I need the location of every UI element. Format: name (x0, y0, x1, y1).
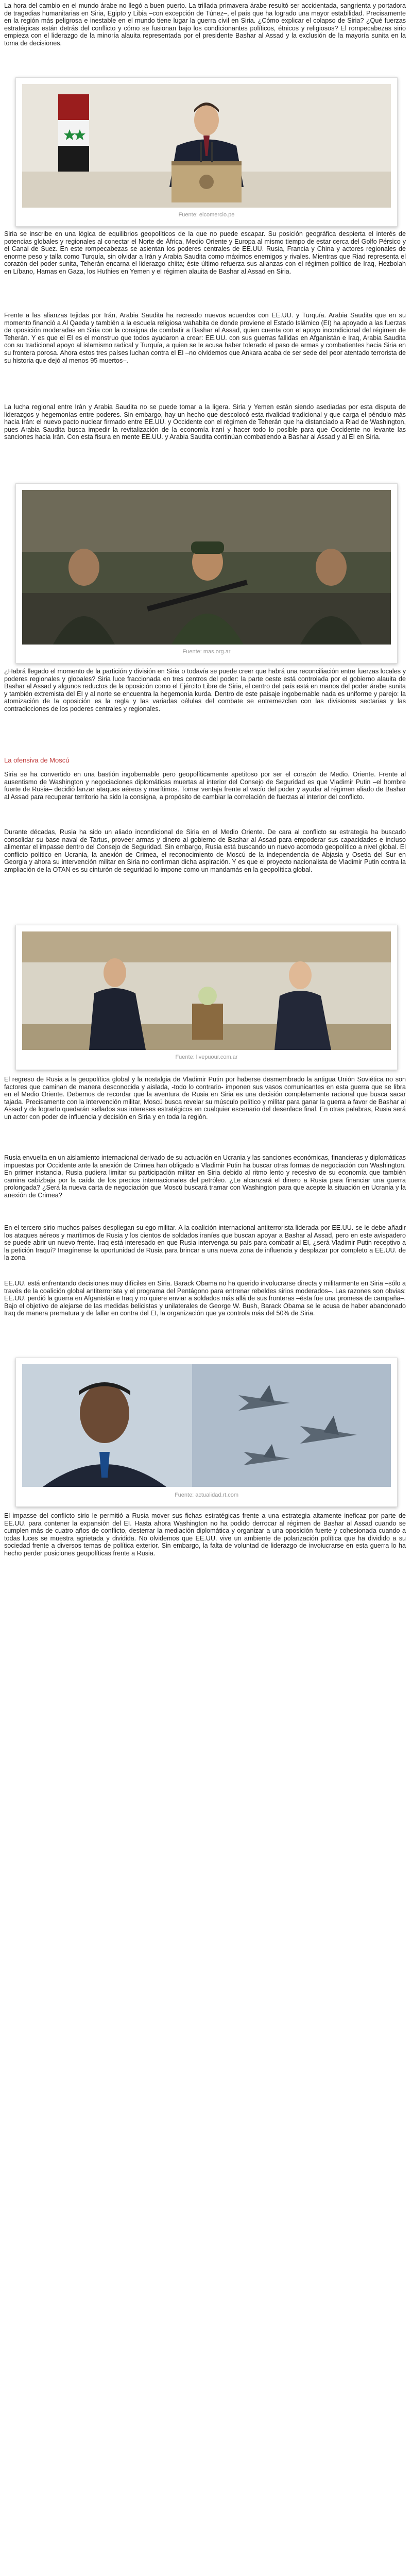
paragraph-moscow-offensive: Siria se ha convertido en una bastión ingobernable pero geopolíticamente apetitoso por ser el corazón de Medio. Oriente. Frente al ausentismo de Washington y negociaciones diplomáticas muertas al interior del Consejo de Seguridad es que Vladimir Putin –el hombre fuerte de Rusia– decidió lanzar ataques aéreos y marítimos. Tomar ventaja frente al vacío del poder y ayudar al régimen aliado de Bashar al Assad para recuperar territorio ha sido la consigna, a propósito de cambiar la correlación de fuerzas al interior del conflicto. (4, 771, 406, 801)
section-heading: La ofensiva de Moscú (4, 756, 70, 764)
paragraph-syrian-theater: En el tercero sirio muchos países despliegan su ego militar. A la coalición internacional antiterrorista liderada por EE.UU. se le debe añadir los ataques aéreos y marítimos de Rusia y los cientos de soldados iraníes que buscan apoyar a Bashar al Assad, pero en este avispadero se puede abrir un nuevo frente. Iraq está interesado en que Rusia intervenga su país para combatir al EI, ¿será Vladimir Putin receptivo a la petición Iraquí? Imagínense la oportunidad de Rusia para brincar a una nueva zona de influencia y desplazar por completo a EE.UU. de la zona. (4, 1224, 406, 1262)
paragraph-russia-ally: Durante décadas, Rusia ha sido un aliado incondicional de Siria en el Medio Oriente. De cara al conflicto su estrategia ha buscado consolidar su base naval de Tartus, proveer armas y dinero al gobierno de Bashar al Assad para empoderar sus capacidades e incluso alimentar el impasse dentro del Consejo de Seguridad. Sin embargo, Rusia está buscando un nuevo acomodo geopolítico a nivel global. El conflicto político en Ucrania, la anexión de Crimea, el reconocimiento de Moscú de la independencia de Abjasia y Osetia del Sur en Georgia y ahora su intervención militar en Siria no confirman dicha aspiración. Y es que el proyecto nacionalista de Vladimir Putin contra la ampliación de la OTAN es su cinturón de seguridad lo impone como un mandamás en la geopolítica global. (4, 828, 406, 873)
photo-obama-aircraft (22, 1364, 391, 1487)
paragraph-russia-isolation: Rusia envuelta en un aislamiento internacional derivado de su actuación en Ucrania y las sanciones económicas, financieras y diplomáticas impuestas por Occidente ante la anexión de Crimea han obligado a Vladimir Putin ha buscar otras formas de negociación con Washington. En primer instancia, Rusia pudiera limitar su participación militar en Siria debido al ritmo lento y recesivo de su economía que también camina cabizbaja por la caída de los precios internacionales del petróleo. ¿Le alcanzará el dinero a Rusia para financiar una guerra prolongada? ¿Será la nueva carta de negociación que Moscú buscará tramar con Washington para que acepte la situación en Ucrania y la anexión de Crimea? (4, 1154, 406, 1199)
figure-assad-putin (15, 925, 398, 1070)
photo-assad-putin-meeting (22, 931, 391, 1050)
paragraph-conclusion: El impasse del conflicto sirio le permitió a Rusia mover sus fichas estratégicas frente a una estrategia altamente ineficaz por parte de EE.UU. para contener la expansión del EI. Hasta ahora Washington no ha podido derrocar al régimen de Bashar al Assad cuando se cumplen más de cuatro años de conflicto, desterrar la mediación diplomática y organizar a una oposición fuerte y cohesionada cuando a todas luces se muestra agrietada y dividida. No olvidemos que EE.UU. vive un ambiente de polarización política que ha dividido a su sociedad frente a diversos temas de política exterior. Sin embargo, la falta de voluntad de liderazgo de involucrarse en esta guerra lo ha hecho perder posiciones geopolíticas frente a Rusia. (4, 1512, 406, 1557)
paragraph-iran-saudi: La lucha regional entre Irán y Arabia Saudita no se puede tomar a la ligera. Siria y Yemen están siendo asediadas por esta disputa de liderazgos y hegemonías entre poderes. Sin embargo, hay un hecho que descolocó esta rivalidad tradicional y que carga el péndulo más hacia Irán: el nuevo pacto nuclear firmado entre EE.UU. y Occidente con el régimen de Teherán que ha distanciado a Riad de Washington, pues Arabia Saudita busca impedir la revitalización de la economía iraní y hacer todo lo posible para que Occidente no levante las sanciones hacia Irán. Con esta fisura en mente EE.UU. y Arabia Saudita continúan combatiendo a Bashar al Assad y al EI en Siria. (4, 403, 406, 441)
photo-soldiers (22, 490, 391, 645)
figure-soldiers (15, 483, 398, 664)
figure-caption: Fuente: elcomercio.pe (178, 212, 235, 218)
paragraph-usa-decisions: EE.UU. está enfrentando decisiones muy difíciles en Siria. Barack Obama no ha querido involucrarse directa y militarmente en Siria –sólo a través de la coalición global antiterrorista y el programa del Pentágono para entrenar rebeldes sirios moderados–. Las razones son obvias: EE.UU. perdió la guerra en Afganistán e Iraq y no quiere enviar a soldados más allá de sus fronteras –ésta fue una promesa de campaña–. Bajo el objetivo de alejarse de las medidas belicistas y unilaterales de George W. Bush, Barack Obama se le acusa de haber abandonado Iraq de manera prematura y de fallar en contra del EI, la organización que ya controla más del 50% de Siria. (4, 1280, 406, 1317)
paragraph-alliances: Frente a las alianzas tejidas por Irán, Arabia Saudita ha recreado nuevos acuerdos con EE.UU. y Turquía. Arabia Saudita que en su momento financió a Al Qaeda y también a la escuela religiosa wahabita de donde proviene el Estado Islámico (EI) ha apoyado a las fuerzas de oposición moderadas en Siria con la consigna de combatir a Bashar al Assad, quien cuenta con el apoyo incondicional del régimen de Teherán. Y es que el EI es el monstruo que todos ayudaron a crear: EE.UU. con sus guerras fallidas en Afganistán e Iraq, Arabia Saudita con su tradicional apoyo al islamismo radical y Turquía, a quien se le acusa haber tolerado el paso de armas y combatientes hacia Siria en su frontera porosa. Ahora estos tres países luchan contra el EI –no olvidemos que Ankara acaba de ser sede del peor atentado terrorista de su historia que dejó al menos 95 muertos–. (4, 312, 406, 364)
paragraph-partition: ¿Habrá llegado el momento de la partición y división en Siria o todavía se puede creer que habrá una reconciliación entre fuerzas locales y poderes regionales y globales? Siria luce fraccionada en tres centros del poder: la parte oeste está controlada por el gobierno alauita de Bashar al Assad y algunos reductos de la oposición como el Ejército Libre de Siria, el centro del país está en manos del poder árabe sunita y también extremista del EI y al norte se encuentra la hegemonía kurda. Dentro de este paisaje ingobernable nada es uniforme y parejo: la atomización de la oposición es la regla y las variadas células del combate se entremezclan con las divisiones sectarias y las contradicciones de los poderes centrales y regionales. (4, 668, 406, 713)
figure-obama-jets (15, 1358, 398, 1507)
paragraph-geopolitics: Siria se inscribe en una lógica de equilibrios geopolíticos de la que no puede escapar. Su posición geográfica despierta el interés de potencias globales y regionales al conectar el Norte de África, Medio Oriente y Europa al mismo tiempo de estar cerca del Golfo Pérsico y el Canal de Suez. En este rompecabezas se asientan los poderes centrales de EE.UU. Rusia, Francia y China y actores regionales de enorme peso y talla como Turquía, sin olvidar a Irán y Arabia Saudita como máximos enemigos y rivales. Mientras que Riad representa el corazón del poder sunita, Teherán encarna el liderazgo chiita; éste último refuerza sus alianzas con el régimen político de Iraq, Hezbolah en Líbano, Hamas en Gaza, los Huthies en Yemen y el régimen alauita de Bashar al Assad en Siria. (4, 230, 406, 275)
figure-assad-speech (15, 77, 398, 227)
figure-caption: Fuente: livepuour.com.ar (175, 1054, 238, 1060)
photo-assad-podium (22, 84, 391, 208)
figure-caption: Fuente: mas.org.ar (182, 649, 231, 655)
figure-caption: Fuente: actualidad.rt.com (174, 1492, 239, 1498)
paragraph-russia-return: El regreso de Rusia a la geopolítica global y la nostalgia de Vladimir Putin por haberse desmembrado la antigua Unión Soviética no son factores que caminan de manera desconocida y aislada, -todo lo contrario- imponen sus vasos comunicantes en esta guerra que se libra en el Medio Oriente. Debemos de recordar que la aventura de Rusia en Siria es una decisión completamente racional que busca sacar tajada. Precisamente con la intervención militar, Moscú busca revelar su músculo político y militar para ganar la guerra a favor de Bashar al Assad y de lograrlo quedarán sellados sus intereses estratégicos en cualquier escenario del desenlace final. En otras palabras, Rusia será un actor con poder de influencia y decisión en Siria y en toda la región. (4, 1076, 406, 1121)
paragraph-intro: La hora del cambio en el mundo árabe no llegó a buen puerto. La trillada primavera árabe resultó ser accidentada, sangrienta y portadora de tragedias humanitarias en Siria, Egipto y Libia –con excepción de Túnez–, el país que ha logrado una mayor estabilidad. Precisamente en la región más peligrosa e inestable en el mundo tiene lugar la guerra civil en Siria. ¿Cómo explicar el colapso de Siria? ¿Qué fuerzas estratégicas están detrás del conflicto y cómo se fusionan bajo los condicionantes políticos, étnicos y religiosos? El rompecabezas sirio empieza con el liderazgo de la minoría alauita representada por el presidente Bashar al Assad y la exclusión de la mayoría sunita en la toma de decisiones. (4, 2, 406, 47)
